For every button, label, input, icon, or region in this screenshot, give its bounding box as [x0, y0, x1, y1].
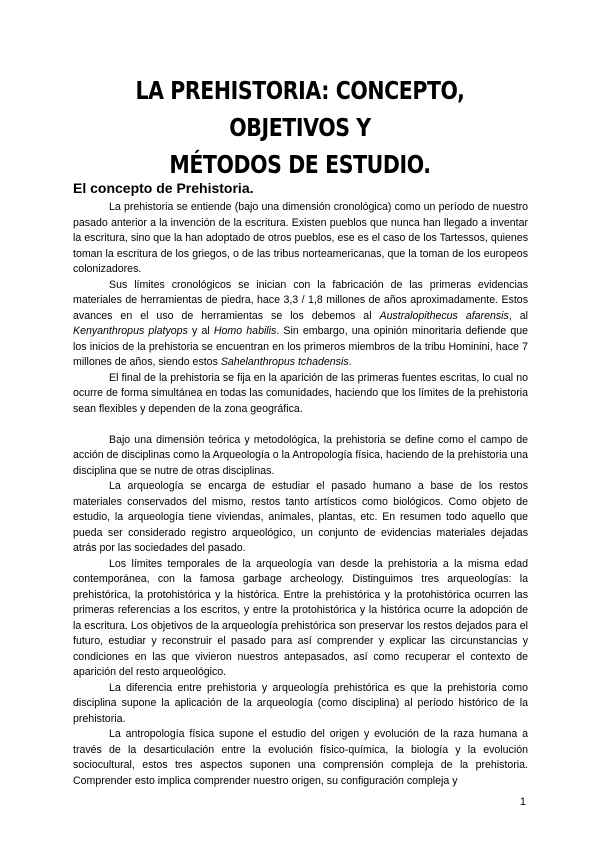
title-line-2: MÉTODOS DE ESTUDIO.: [169, 150, 431, 179]
species-name: Australopithecus afarensis: [379, 309, 509, 322]
text-run: , al: [508, 309, 528, 322]
paragraph: La diferencia entre prehistoria y arqueología prehistórica es que la prehistoria como disciplina supone la aplicación de la arqueología (como disciplina) al período histórico de la prehistoria.: [73, 681, 528, 725]
text-run: y al: [187, 325, 214, 337]
page-number: 1: [519, 796, 526, 808]
paragraph: Bajo una dimensión teórica y metodológica, la prehistoria se define como el campo de acción de disciplinas como la Arqueología o la Antropología física, haciendo de la prehistoria una disciplina que se nutre de otras disciplinas.: [73, 433, 528, 477]
paragraph: La prehistoria se entiende (bajo una dimensión cronológica) como un período de nuestro pasado anterior a la invención de la escritura. Existen pueblos que nunca han llegado a inventar la escritura, sino que la han adoptado de otros pueblos, ese es el caso de los Tartessos, quienes toman la escritura de los griegos, o de las tribus norteamericanas, que la toman de los europeos colonizadores.: [73, 201, 528, 275]
document-title: [87, 72, 513, 183]
paragraph: La antropología física supone el estudio del origen y evolución de la raza humana a través de la desarticulación entre la evolución físico-química, la biología y la evolución sociocultural, estos tres aspectos suponen una comprensión compleja de la prehistoria. Comprender esto implica comprender nuestro origen, su configuración compleja y: [73, 728, 528, 787]
paragraph: La arqueología se encarga de estudiar el pasado humano a base de los restos materiales conservados del mismo, restos tanto artísticos como biológicos. Como objeto de estudio, la arqueología tiene viviendas, animales, plantas, etc. En resumen todo aquello que pueda ser considerado registro arqueológico, un conjunto de evidencias materiales dejadas atrás por las sociedades del pasado.: [73, 480, 528, 554]
title-line-1: LA PREHISTORIA: CONCEPTO, OBJETIVOS Y: [135, 76, 465, 142]
text-run: .: [348, 356, 352, 368]
section-heading: El concepto de Prehistoria.: [73, 180, 254, 196]
paragraph: Los límites temporales de la arqueología van desde la prehistoria a la misma edad contemporánea, con la famosa garbage archeology. Distinguimos tres arqueologías: la prehistórica, la protohistórica y la histórica. Entre la prehistórica y la protohistórica ocurren las primeras referencias a los escritos, y entre la protohistórica y la histórica ocurre la adopción de la escritura. Los objetivos de la arqueología prehistórica son preservar los restos dejados para el futuro, estudiar y reconstruir el pasado para así comprender y explicar las circunstancias y condiciones en las que vivieron nuestros antepasados, así como recuperar el contexto de aparición del resto arqueológico.: [73, 557, 528, 678]
paragraph: [73, 278, 528, 371]
paragraph: El final de la prehistoria se fija en la aparición de las primeras fuentes escritas, lo cual no ocurre de forma simultánea en todas las comunidades, haciendo que los límites de la prehistoria sean flexibles y dependen de la zona geográfica.: [73, 371, 528, 415]
species-name: Kenyanthropus platyops: [73, 325, 188, 337]
species-name: Sahelanthropus tchadensis: [220, 356, 349, 368]
text-run: Sus límites cronológicos se inician con la fabricación de las primeras evidencias materiales de herramientas de piedra, hace 3,3 / 1,8 millones de años aproximadamente. Estos avances en el uso de herramientas se los debemos al: [73, 278, 528, 322]
species-name: Homo habilis: [213, 325, 277, 337]
text-run: . Sin embargo, una opinión minoritaria defiende que los inicios de la prehistoria se encuentran en los primeros miembros de la tribu Hominini, hace 7 millones de años, siendo estos: [73, 325, 528, 368]
body-text: [73, 200, 528, 789]
